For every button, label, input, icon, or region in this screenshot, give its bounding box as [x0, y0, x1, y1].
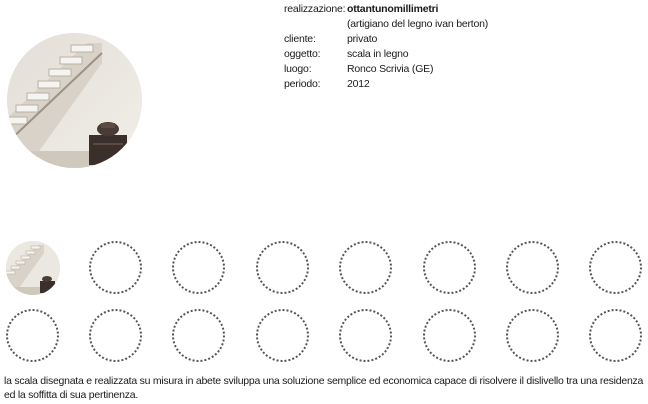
- info-value: scala in legno: [347, 48, 409, 60]
- project-description: la scala disegnata e realizzata su misura in abete sviluppa una soluzione semplice ed economica capace di risolvere il dislivello tra una residenza ed la soffitta di sua pertinenza.: [4, 375, 644, 401]
- gallery-thumbnail[interactable]: [589, 309, 642, 362]
- project-info: [284, 2, 488, 92]
- gallery-thumbnail[interactable]: [589, 241, 642, 294]
- info-value: 2012: [347, 78, 370, 90]
- gallery-thumbnail[interactable]: [89, 309, 142, 362]
- gallery-row-2: [5, 308, 645, 365]
- staircase-thumbnail-image: [6, 241, 60, 295]
- gallery-thumbnail[interactable]: [339, 309, 392, 362]
- info-row-periodo: [284, 77, 488, 92]
- gallery-thumbnail[interactable]: [172, 309, 225, 362]
- info-row-realizzazione: [284, 2, 488, 17]
- gallery-row-1: [5, 240, 645, 297]
- gallery-thumbnail-active[interactable]: [6, 241, 60, 295]
- info-label: oggetto:: [284, 48, 321, 60]
- thumbnail-gallery: [5, 240, 645, 365]
- gallery-thumbnail[interactable]: [6, 309, 59, 362]
- gallery-thumbnail[interactable]: [423, 241, 476, 294]
- gallery-thumbnail[interactable]: [89, 241, 142, 294]
- gallery-thumbnail[interactable]: [506, 241, 559, 294]
- info-label: realizzazione:: [284, 3, 346, 15]
- info-value: privato: [347, 33, 378, 45]
- info-label: luogo:: [284, 63, 312, 75]
- gallery-thumbnail[interactable]: [339, 241, 392, 294]
- gallery-thumbnail[interactable]: [172, 241, 225, 294]
- info-value: (artigiano del legno ivan berton): [347, 18, 489, 30]
- info-value: Ronco Scrivia (GE): [347, 63, 434, 75]
- info-label: periodo:: [284, 78, 321, 90]
- gallery-thumbnail[interactable]: [256, 241, 309, 294]
- info-value: ottantunomillimetri: [347, 3, 439, 15]
- project-photo-hero: [7, 33, 142, 168]
- info-row-artigiano: [284, 17, 488, 32]
- info-row-oggetto: [284, 47, 488, 62]
- info-row-luogo: [284, 62, 488, 77]
- info-label: cliente:: [284, 33, 316, 45]
- gallery-thumbnail[interactable]: [423, 309, 476, 362]
- info-label: [284, 17, 347, 32]
- info-row-cliente: [284, 32, 488, 47]
- gallery-thumbnail[interactable]: [256, 309, 309, 362]
- gallery-thumbnail[interactable]: [506, 309, 559, 362]
- staircase-photo: [7, 33, 142, 168]
